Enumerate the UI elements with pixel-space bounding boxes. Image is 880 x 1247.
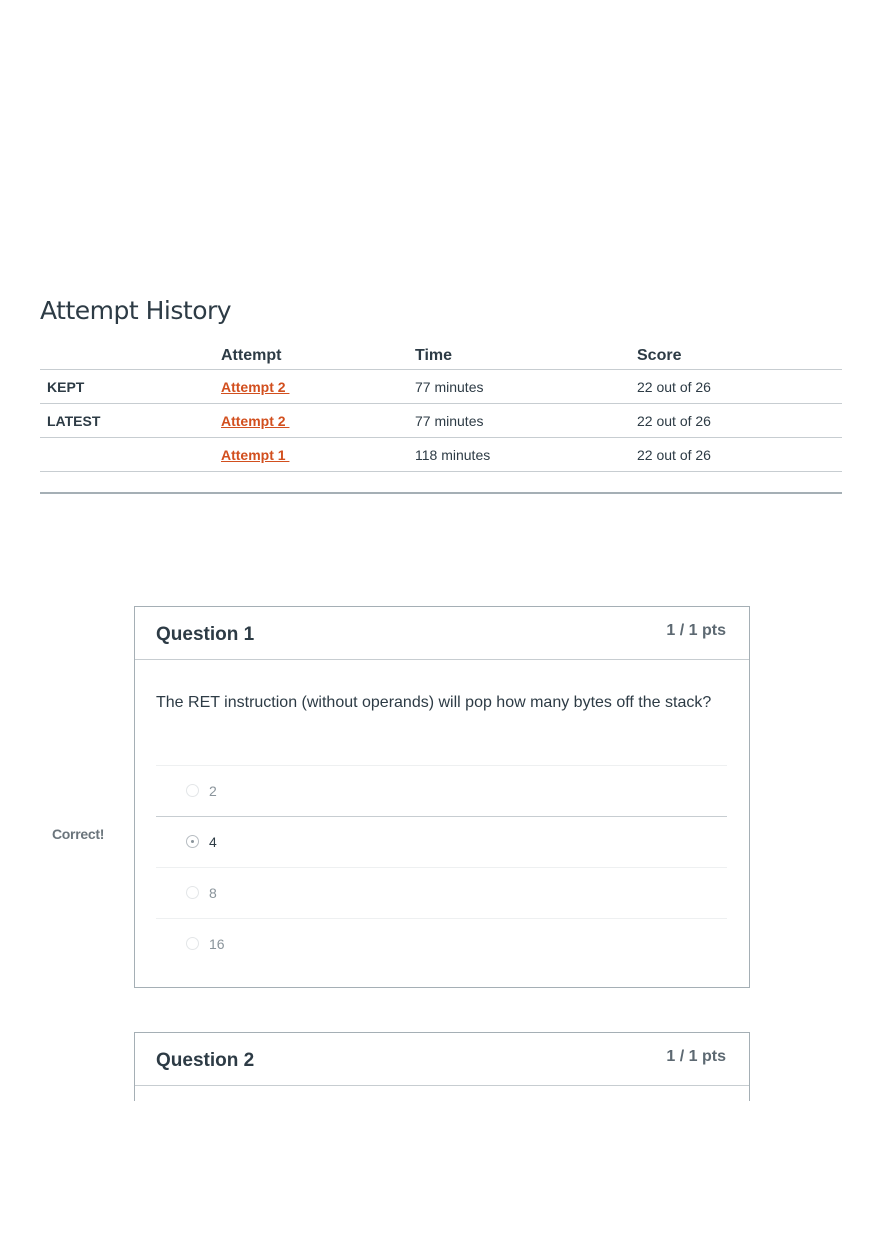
row-label xyxy=(40,438,214,472)
question-title: Question 1 xyxy=(156,624,255,645)
time-cell: 118 minutes xyxy=(408,438,630,472)
answer-option-selected xyxy=(156,816,727,867)
table-row xyxy=(40,370,842,404)
attempt-cell xyxy=(214,438,408,472)
column-header-label xyxy=(40,343,214,370)
radio-button xyxy=(186,937,199,950)
attempt-cell xyxy=(214,404,408,438)
radio-button-selected xyxy=(186,835,199,848)
time-cell: 77 minutes xyxy=(408,404,630,438)
attempt-cell xyxy=(214,370,408,404)
attempt-link[interactable]: Attempt 1 xyxy=(221,446,290,463)
table-header-row xyxy=(40,343,842,370)
answer-text: 8 xyxy=(209,885,217,901)
column-header-attempt: Attempt xyxy=(214,343,408,370)
score-cell: 22 out of 26 xyxy=(630,404,842,438)
attempt-link[interactable]: Attempt 2 xyxy=(221,412,290,429)
column-header-time: Time xyxy=(408,343,630,370)
table-footer-divider xyxy=(40,472,842,494)
correct-flag-label: Correct! xyxy=(52,826,105,842)
question-points: 1 / 1 pts xyxy=(666,1048,726,1065)
answer-text: 16 xyxy=(209,936,225,952)
answer-option xyxy=(156,918,727,969)
time-cell: 77 minutes xyxy=(408,370,630,404)
question-header xyxy=(135,607,749,660)
attempt-link[interactable]: Attempt 2 xyxy=(221,378,290,395)
row-label: KEPT xyxy=(40,370,214,404)
row-label: LATEST xyxy=(40,404,214,438)
table-spacer-row xyxy=(40,472,842,494)
question-card xyxy=(134,606,750,988)
score-cell: 22 out of 26 xyxy=(630,370,842,404)
score-cell: 22 out of 26 xyxy=(630,438,842,472)
question-title: Question 2 xyxy=(156,1050,255,1071)
table-row xyxy=(40,404,842,438)
question-header xyxy=(135,1033,749,1086)
question-card xyxy=(134,1032,750,1101)
question-text: The RET instruction (without operands) will pop how many bytes off the stack? xyxy=(156,694,712,711)
page-title: Attempt History xyxy=(40,296,232,325)
answer-option xyxy=(156,867,727,918)
column-header-score: Score xyxy=(630,343,842,370)
answer-option xyxy=(156,765,727,816)
answer-list xyxy=(156,765,727,969)
answer-text: 4 xyxy=(209,834,217,850)
radio-button xyxy=(186,784,199,797)
question-points: 1 / 1 pts xyxy=(666,622,726,639)
answer-text: 2 xyxy=(209,783,217,799)
attempt-history-table xyxy=(40,343,842,494)
correct-answer-flag xyxy=(40,821,134,849)
radio-button xyxy=(186,886,199,899)
table-row xyxy=(40,438,842,472)
